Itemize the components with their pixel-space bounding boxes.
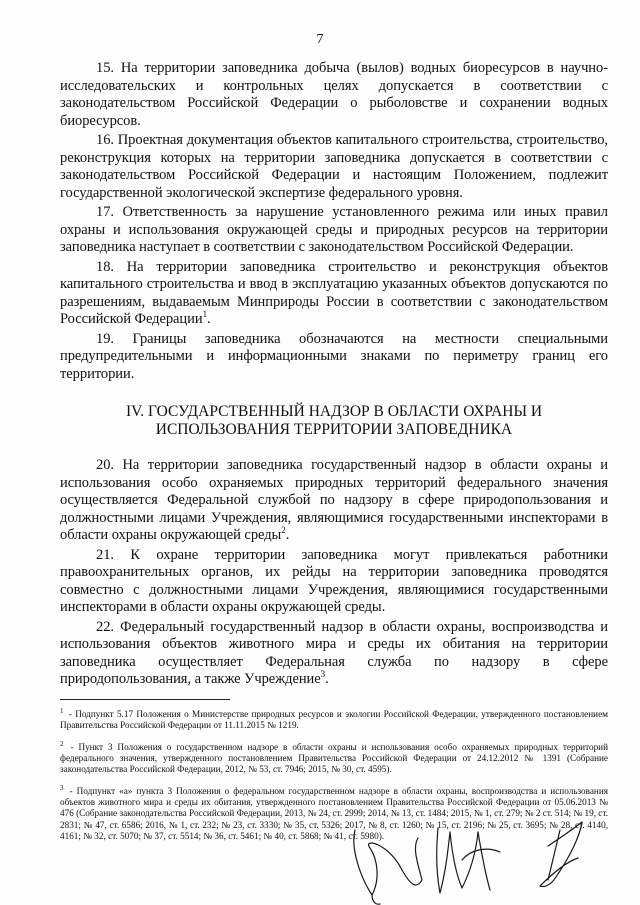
paragraph-text: 17. Ответственность за нарушение установленного режима или иных правил охраны и использования окружающей среды и природных ресурсов на территории заповедника наступает в соответствии с законодательством Российской Федерации. xyxy=(60,204,608,255)
paragraph-tail: . xyxy=(207,311,211,327)
paragraph-16 xyxy=(60,132,608,202)
footnote-1 xyxy=(60,706,608,732)
footnote-ref-3[interactable]: 3 xyxy=(320,669,326,680)
footnote-2 xyxy=(60,739,608,776)
paragraph-15 xyxy=(60,60,608,130)
paragraph-text: 21. К охране территории заповедника могут привлекаться работники правоохранительных органов, их рейды на территории заповедника проводятся совместно с должностными лицами Учреждения, являющимися государственными инспекторами в области охраны окружающей среды. xyxy=(60,546,608,615)
paragraph-18 xyxy=(60,259,608,329)
footnote-text: - Пункт 3 Положения о государственном надзоре в области охраны и использования особо охраняемых природных территорий федерального значения, утвержденного постановлением Правительства Российской Федерации от 24.12.2012 № 1391 (Собрание законодательства Российской Федерации, 2012, № 53, ст. 7946; 2015, № 30, ст. 4595). xyxy=(60,741,608,775)
paragraph-17 xyxy=(60,204,608,257)
paragraph-text: 22. Федеральный государственный надзор в области охраны, воспроизводства и использования объектов животного мира и среды их обитания на территории заповедника осуществляет Федеральная служба по надзору в сфере природопользования, а также Учреждение xyxy=(60,618,608,687)
footnote-3 xyxy=(60,783,608,843)
footnotes xyxy=(60,706,608,849)
paragraph-text: 16. Проектная документация объектов капитального строительства, строительство, реконструкция которых на территории заповедника допускается в соответствии с законодательством Российской Федерации и настоящим Положением, подлежит государственной экологической экспертизе федерального уровня. xyxy=(60,132,608,201)
paragraph-text: 20. На территории заповедника государственный надзор в области охраны и использования особо охраняемых природных территорий федерального значения осуществляется Федеральной службой по надзору в сфере природопользования и должностными лицами Учреждения, являющимися государственными инспекторами в области охраны окружающей среды xyxy=(60,457,608,543)
footnote-ref-1[interactable]: 1 xyxy=(202,309,208,320)
footnote-mark: 2 xyxy=(60,739,64,748)
paragraph-text: 15. На территории заповедника добыча (вылов) водных биоресурсов в научно-исследовательских и контрольных целях допускается в соответствии с законодательством Российской Федерации о рыболовстве и сохранении водных биоресурсов. xyxy=(60,60,608,129)
paragraph-text: 18. На территории заповедника строительство и реконструкция объектов капитального строительства и ввод в эксплуатацию указанных объектов допускаются по разрешениям, выдаваемым Минприроды России в соответствии с законодательством Российской Федерации xyxy=(60,258,608,327)
paragraph-tail: . xyxy=(285,527,290,543)
paragraph-text: 19. Границы заповедника обозначаются на местности специальными предупредительными и информационными знаками по периметру границ его территории. xyxy=(60,330,608,382)
footnote-text: - Подпункт «а» пункта 3 Положения о федеральном государственном надзоре в области охраны, воспроизводства и использования объектов животного мира и среды их обитания, утвержденного постановлением Правительства Российской Федерации от 05.06.2013 № 476 (Собрание законодательства Российской Федерации, 2013, № 24, ст. 2999; 2014, № 13, ст. 1484; 2015, № 1, ст. 279; № 2 ст. 514; № 19, ст. 2831; № 47, ст. 6586; 2016, № 1, ст. 232; № 23, ст. 3330; № 35, ст. 5326; 2017, № 8, ст. 1260; № 15, ст. 2196; № 25, ст. 3695; № 28, ст. 4140, 4161; № 32, ст. 5070; № 37, ст. 5514; № 36, ст. 5461; № 40, ст. 5868; № 41, ст. 5980). xyxy=(60,785,608,841)
paragraph-20 xyxy=(60,457,608,545)
section-heading xyxy=(60,403,608,439)
paragraph-22 xyxy=(60,619,608,689)
footnote-text: - Подпункт 5.17 Положения о Министерстве природных ресурсов и экологии Российской Федерации, утвержденного постановлением Правительства Российской Федерации от 11.11.2015 № 1219. xyxy=(60,709,608,731)
signature-stroke xyxy=(372,895,380,904)
paragraph-tail: . xyxy=(325,671,329,687)
footnote-divider xyxy=(60,699,230,700)
page-number: 7 xyxy=(316,32,324,47)
section-heading-line-2: ИСПОЛЬЗОВАНИЯ ТЕРРИТОРИИ ЗАПОВЕДНИКА xyxy=(155,421,513,438)
footnote-mark: 1 xyxy=(60,707,64,715)
section-heading-line-1: IV. ГОСУДАРСТВЕННЫЙ НАДЗОР В ОБЛАСТИ ОХРАНЫ И xyxy=(125,403,543,420)
paragraph-19 xyxy=(60,331,608,384)
paragraph-21 xyxy=(60,547,608,617)
footnote-mark: 3 xyxy=(60,783,64,792)
signature-stroke xyxy=(462,849,500,860)
footnote-ref-2[interactable]: 2 xyxy=(281,525,286,536)
document-body xyxy=(60,60,608,691)
